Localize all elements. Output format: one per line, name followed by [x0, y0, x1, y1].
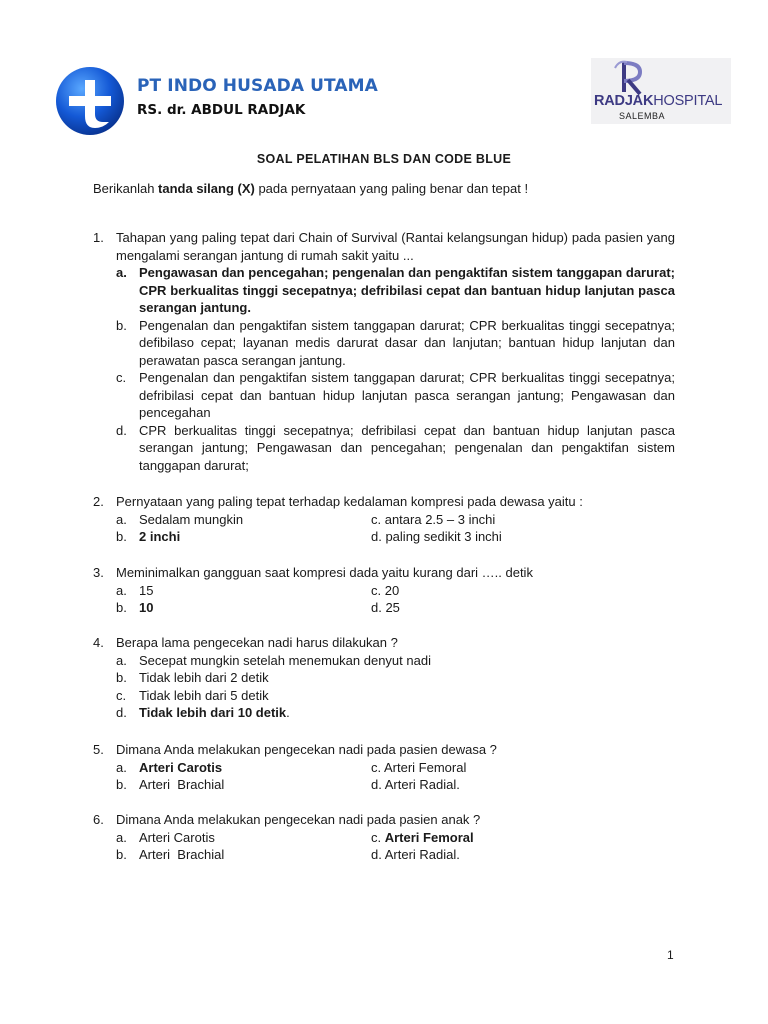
- question-6: [93, 811, 675, 864]
- salemba-label: SALEMBA: [619, 111, 666, 121]
- option-c: c. 20: [371, 582, 400, 598]
- option-row: b. 10 d. 25: [116, 600, 400, 615]
- question-number: 5.: [93, 742, 104, 757]
- option-c: c. Pengenalan dan pengaktifan sistem tanggapan darurat; CPR berkualitas tinggi secepatnya; defribilasi cepat dan bantuan hidup lanjutan pasca serangan jantung; Pengawasan dan pencegahan: [116, 370, 675, 420]
- option-a: 15: [139, 582, 154, 598]
- organization-name: PT INDO HUSADA UTAMA: [137, 76, 378, 96]
- option-d: d. 25: [371, 600, 400, 615]
- hospital-name: RS. dr. ABDUL RADJAK: [137, 102, 306, 118]
- question-2: [93, 493, 675, 546]
- option-c: c. Tidak lebih dari 5 detik: [116, 687, 269, 703]
- option-row: a. Sedalam mungkin c. antara 2.5 – 3 inchi: [116, 511, 496, 527]
- option-b: Arteri Brachial: [139, 847, 225, 862]
- option-c: c. antara 2.5 – 3 inchi: [371, 511, 496, 527]
- question-3: [93, 564, 675, 617]
- option-a: Sedalam mungkin: [139, 511, 244, 527]
- option-b: b. Pengenalan dan pengaktifan sistem tanggapan darurat; CPR berkualitas tinggi secepatnya; defibilaso cepat; layanan medis darurat dasar dan lanjutan; bantuan hidup lanjutan dan perawatan pasca serangan jantung.: [116, 317, 675, 368]
- option-b: Arteri Brachial: [139, 777, 225, 792]
- question-stem: Berapa lama pengecekan nadi harus dilakukan ?: [116, 635, 398, 650]
- option-d: d. Arteri Radial.: [371, 777, 460, 792]
- radjak-hospital-wordmark: RADJAKHOSPITAL: [594, 93, 723, 109]
- radjak-hospital-logo: [591, 58, 731, 124]
- question-5: [93, 741, 675, 794]
- question-stem: Meminimalkan gangguan saat kompresi dada yaitu kurang dari ….. detik: [116, 565, 533, 580]
- question-4: [93, 634, 675, 722]
- option-row: a. Arteri Carotis c. Arteri Femoral: [116, 829, 474, 845]
- option-c: c. Arteri Femoral: [371, 759, 467, 775]
- option-d: d. Tidak lebih dari 10 detik.: [116, 705, 290, 720]
- option-row: a. 15 c. 20: [116, 582, 400, 598]
- document-title: SOAL PELATIHAN BLS DAN CODE BLUE: [256, 152, 512, 166]
- option-a: a. Pengawasan dan pencegahan; pengenalan dan pengaktifan sistem tanggapan darurat; CPR berkualitas tinggi secepatnya; defribilasi cepat dan bantuan hidup lanjutan pasca serangan jantung.: [116, 265, 675, 315]
- page-number: 1: [667, 948, 674, 962]
- option-d: d. CPR berkualitas tinggi secepatnya; defribilasi cepat dan bantuan hidup lanjutan pasca serangan jantung; Pengawasan dan pencegahan; pengenalan dan pengaktifan sistem tanggapan darurat;: [116, 422, 675, 473]
- option-d: d. Arteri Radial.: [371, 847, 460, 862]
- instruction: Berikanlah tanda silang (X) pada pernyataan yang paling benar dan tepat !: [93, 181, 529, 196]
- question-number: 3.: [93, 565, 104, 580]
- option-c: c. Arteri Femoral: [371, 829, 474, 845]
- option-d: d. paling sedikit 3 inchi: [371, 529, 502, 544]
- organization-block: [137, 76, 378, 118]
- question-stem: Dimana Anda melakukan pengecekan nadi pada pasien dewasa ?: [116, 742, 497, 757]
- option-a: Arteri Carotis: [139, 759, 223, 775]
- option-row: b. Arteri Brachial d. Arteri Radial.: [116, 847, 460, 862]
- question-number: 4.: [93, 635, 104, 650]
- question-number: 6.: [93, 812, 104, 827]
- question-1: [93, 229, 675, 474]
- question-stem: Tahapan yang paling tepat dari Chain of Survival (Rantai kelangsungan hidup) pada pasien yang mengalami serangan jantung di rumah sakit yaitu ...: [116, 230, 675, 263]
- option-b: 2 inchi: [139, 529, 181, 544]
- option-b: 10: [139, 600, 154, 615]
- question-number: 2.: [93, 494, 104, 509]
- question-number: 1.: [93, 230, 104, 245]
- question-stem: Pernyataan yang paling tepat terhadap kedalaman kompresi pada dewasa yaitu :: [116, 494, 583, 509]
- option-row: b. Arteri Brachial d. Arteri Radial.: [116, 777, 460, 792]
- option-b: b. Tidak lebih dari 2 detik: [116, 670, 269, 685]
- option-row: a. Arteri Carotis c. Arteri Femoral: [116, 759, 467, 775]
- hospital-cross-logo-icon: [55, 66, 125, 136]
- option-row: b. 2 inchi d. paling sedikit 3 inchi: [116, 529, 502, 544]
- question-stem: Dimana Anda melakukan pengecekan nadi pada pasien anak ?: [116, 812, 481, 827]
- option-a: a. Secepat mungkin setelah menemukan denyut nadi: [116, 652, 431, 668]
- option-a: Arteri Carotis: [139, 829, 215, 845]
